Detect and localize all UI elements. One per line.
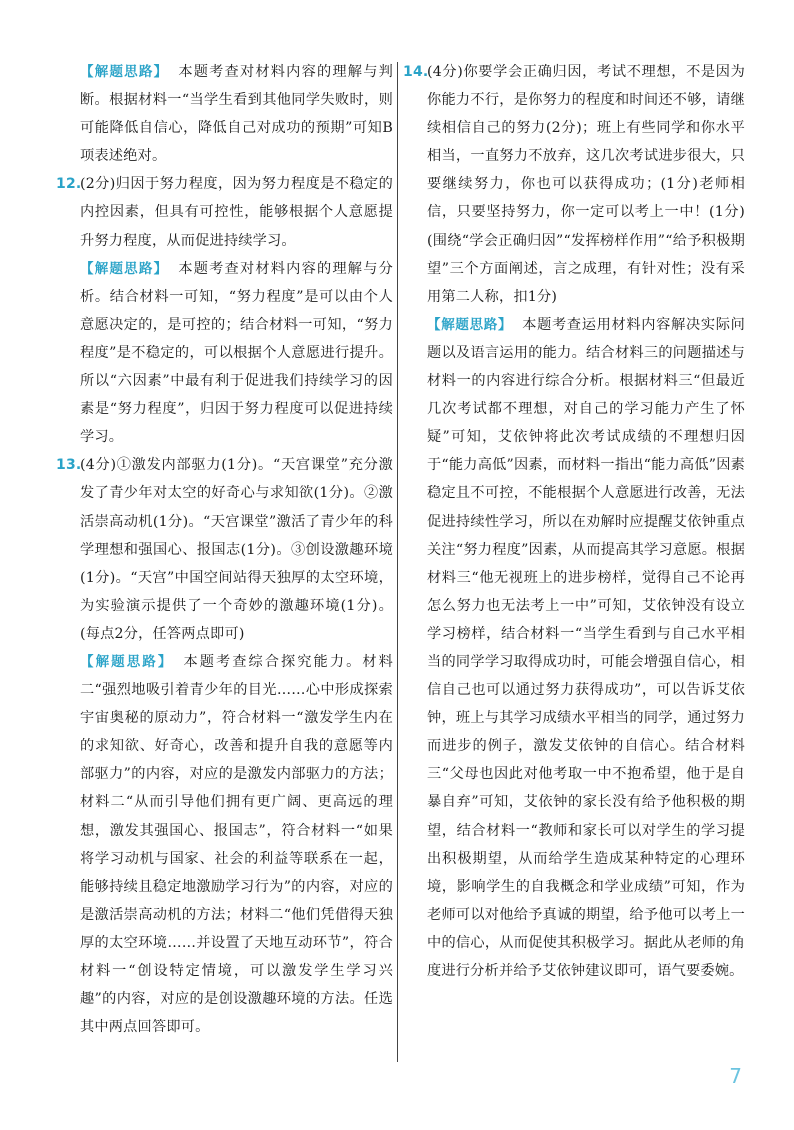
analysis-tag: 【解题思路】 <box>427 316 513 333</box>
left-column <box>56 58 393 1041</box>
q14-answer <box>403 58 745 311</box>
question-number-13: 13. <box>56 457 82 474</box>
right-column <box>403 58 745 985</box>
q13-answer-text: (4分)①激发内部驱力(1分)。“天宫课堂”充分激发了青少年对太空的好奇心与求知欲(1分)。②激活崇高动机(1分)。“天宫课堂”激活了青少年的科学理想和强国心、报国志(1分)。③创设激趣环境(1分)。“天宫”中国空间站得天独厚的太空环境，为实验演示提供了一个奇妙的激趣环境(1分)。(每点2分，任答两点即可) <box>80 457 393 642</box>
question-number-12: 12. <box>56 176 82 193</box>
q12-answer-text: (2分)归因于努力程度，因为努力程度是不稳定的内控因素，但具有可控性，能够根据个人意愿提升努力程度，从而促进持续学习。 <box>80 176 393 249</box>
column-divider <box>397 62 398 1062</box>
q13-analysis-text: 本题考查综合探究能力。材料二“强烈地吸引着青少年的目光……心中形成探索宇宙奥秘的原动力”，符合材料一“激发学生内在的求知欲、好奇心，改善和提升自我的意愿等内部驱力”的内容，对应的是激发内部驱力的方法；材料二“从而引导他们拥有更广阔、更高远的理想，激发其强国心、报国志”，符合材料一“如果将学习动机与国家、社会的利益等联系在一起，能够持续且稳定地激励学习行为”的内容，对应的是激活崇高动机的方法；材料二“他们凭借得天独厚的太空环境……并设置了天地互动环节”，符合材料一“创设特定情境，可以激发学生学习兴趣”的内容，对应的是创设激趣环境的方法。任选其中两点回答即可。 <box>80 653 393 1036</box>
analysis-tag: 【解题思路】 <box>80 64 169 80</box>
q12-analysis-text: 本题考查对材料内容的理解与分析。结合材料一可知，“努力程度”是可以由个人意愿决定的，是可控的；结合材料一可知，“努力程度”是不稳定的，可以根据个人意愿进行提升。所以“六因素”中最有利于促进我们持续学习的因素是“努力程度”，归因于努力程度可以促进持续学习。 <box>80 260 394 446</box>
question-number-14: 14. <box>403 64 429 80</box>
q11-analysis-text: 本题考查对材料内容的理解与判断。根据材料一“当学生看到其他同学失败时，则可能降低自信心，降低自己对成功的预期”可知B项表述绝对。 <box>80 64 394 165</box>
q13-answer <box>56 451 393 648</box>
q14-analysis-text: 本题考查运用材料内容解决实际问题以及语言运用的能力。结合材料三的问题描述与材料一的内容进行综合分析。根据材料三“但最近几次考试都不理想，对自己的学习能力产生了怀疑”可知，艾依钟将此次考试成绩的不理想归因于“能力高低”因素，而材料一指出“能力高低”因素稳定且不可控，不能根据个人意愿进行改善，无法促进持续性学习，所以在劝解时应提醒艾依钟重点关注“努力程度”因素，从而提高其学习意愿。根据材料三“他无视班上的进步榜样，觉得自己不论再怎么努力也无法考上一中”可知，艾依钟没有设立学习榜样，结合材料一“当学生看到与自己水平相当的同学学习取得成功时，可能会增强自信心，相信自己也可以通过努力获得成功”，可以告诉艾依钟，班上与其学习成绩水平相当的同学，通过努力而进步的例子，激发艾依钟的自信心。结合材料三“父母也因此对他考取一中不抱希望，他于是自暴自弃”可知，艾依钟的家长没有给予他积极的期望，结合材料一“教师和家长可以对学生的学习提出积极期望，从而给学生造成某种特定的心理环境，影响学生的自我概念和学业成绩”可知，作为老师可以对他给予真诚的期望，给予他可以考上一中的信心，从而促使其积极学习。据此从老师的角度进行分析并给予艾依钟建议即可，语气要委婉。 <box>427 316 745 979</box>
q14-answer-text: (4分)你要学会正确归因，考试不理想，不是因为你能力不行，是你努力的程度和时间还不够，请继续相信自己的努力(2分)；班上有些同学和你水平相当，一直努力不放弃，这几次考试进步很大，只要继续努力，你也可以获得成功；(1分)老师相信，只要坚持努力，你一定可以考上一中！(1分)(围绕“学会正确归因”“发挥榜样作用”“给予积极期望”三个方面阐述，言之成理，有针对性；没有采用第二人称，扣1分) <box>427 64 745 305</box>
page-number: 7 <box>729 1064 742 1088</box>
analysis-tag: 【解题思路】 <box>80 653 174 670</box>
q12-answer <box>56 170 393 254</box>
analysis-tag: 【解题思路】 <box>80 260 169 277</box>
q12-analysis <box>56 255 393 452</box>
q13-analysis <box>56 648 393 1041</box>
q14-analysis <box>403 311 745 985</box>
q11-analysis <box>56 58 393 170</box>
